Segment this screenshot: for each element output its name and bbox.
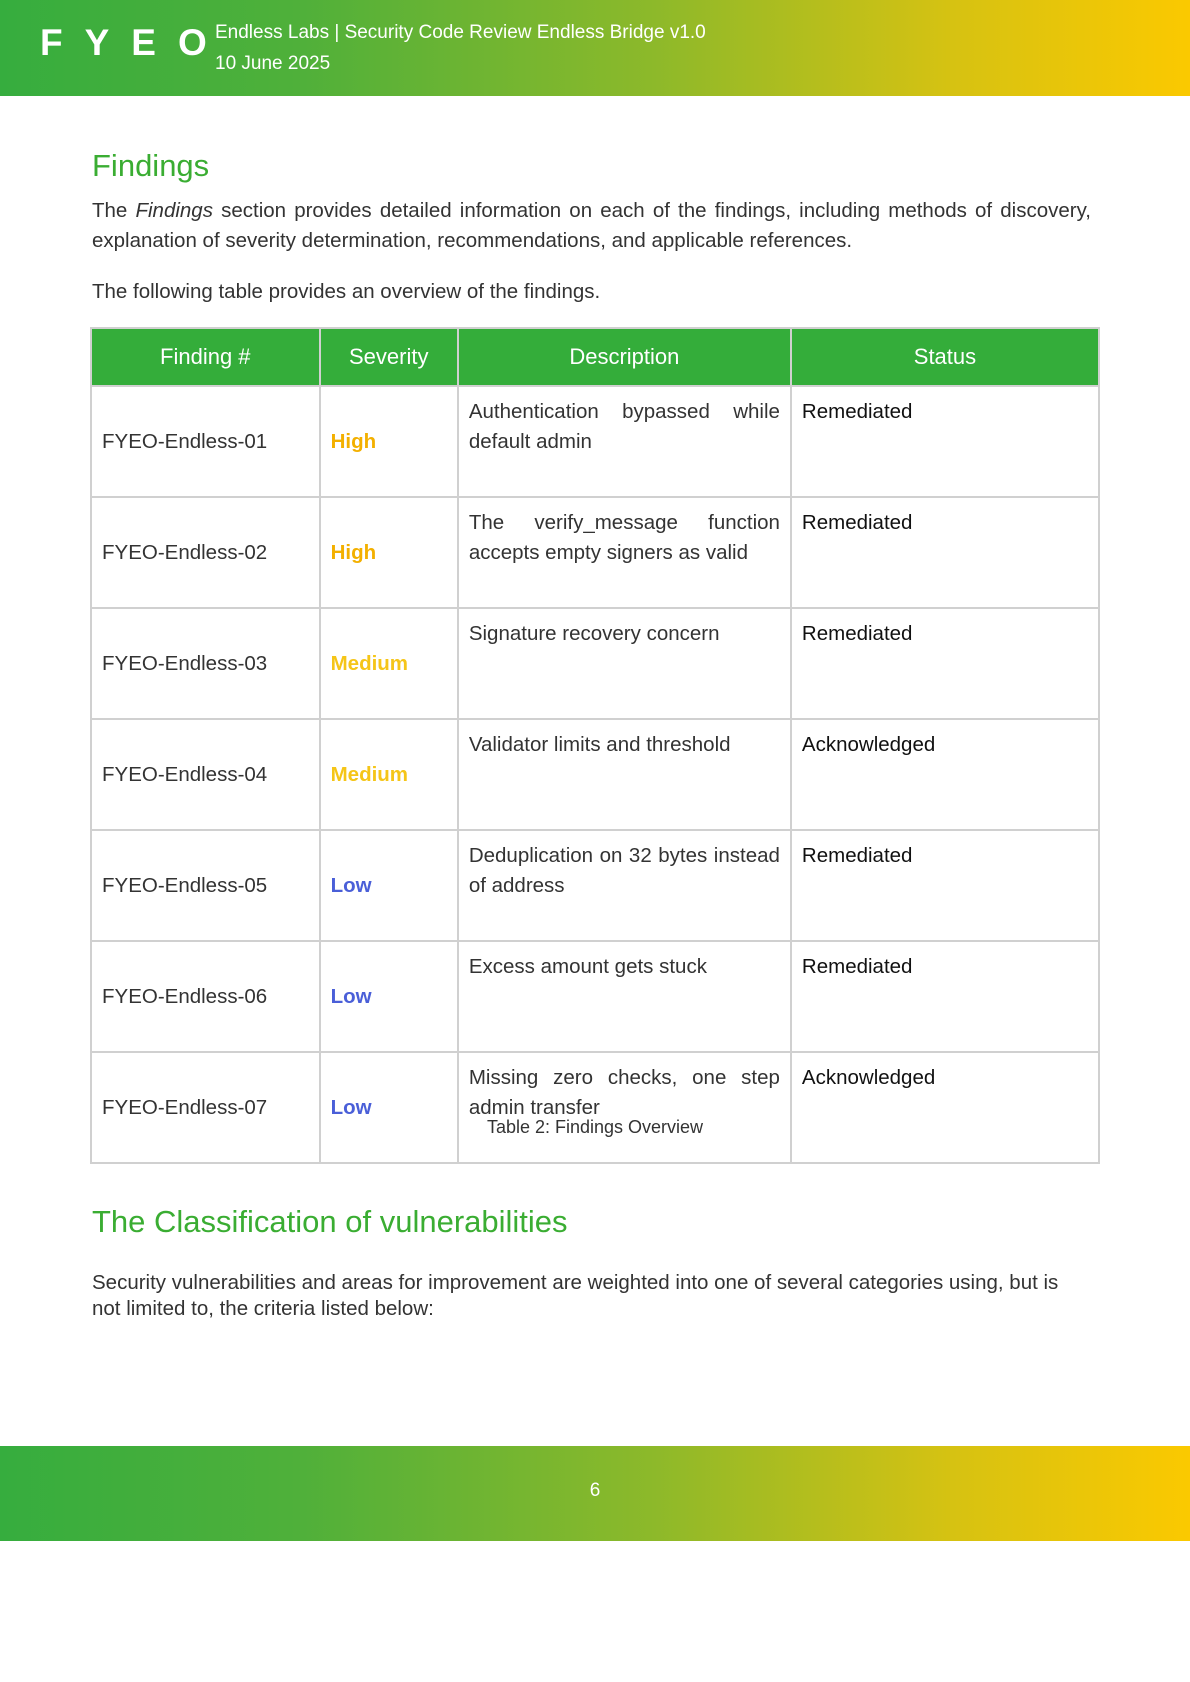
finding-status: Remediated [791, 830, 1099, 941]
classification-heading: The Classification of vulnerabilities [92, 1204, 568, 1239]
finding-id: FYEO-Endless-05 [91, 830, 320, 941]
document-date: 10 June 2025 [215, 53, 331, 74]
finding-id: FYEO-Endless-06 [91, 941, 320, 1052]
document-title: Endless Labs | Security Code Review Endless Bridge v1.0 [215, 22, 706, 43]
finding-status: Remediated [791, 386, 1099, 497]
findings-intro-paragraph [92, 196, 1091, 256]
finding-id: FYEO-Endless-03 [91, 608, 320, 719]
header-finding-number: Finding # [91, 328, 320, 386]
findings-table [90, 327, 1100, 1164]
intro-emphasis: Findings [135, 199, 213, 222]
intro-text-before: The [92, 199, 136, 222]
classification-paragraph: Security vulnerabilities and areas for improvement are weighted into one of several categories using, but is not limited to, the criteria listed below: [92, 1271, 1059, 1320]
table-intro-paragraph: The following table provides an overview of the findings. [92, 280, 601, 303]
finding-status: Acknowledged [791, 719, 1099, 830]
severity-label: High [320, 386, 458, 497]
table-header-row [91, 328, 1099, 386]
table-row [91, 497, 1099, 608]
table-row [91, 941, 1099, 1052]
finding-description: Validator limits and threshold [458, 719, 791, 830]
findings-heading: Findings [92, 148, 210, 183]
header-band [0, 0, 1190, 96]
table-row [91, 830, 1099, 941]
intro-text-after: section provides detailed information on each of the findings, including methods of discovery, explanation of severity determination, recommendations, and applicable references. [92, 199, 1091, 252]
finding-id: FYEO-Endless-02 [91, 497, 320, 608]
severity-label: Low [320, 830, 458, 941]
finding-id: FYEO-Endless-07 [91, 1052, 320, 1163]
table-row [91, 719, 1099, 830]
finding-description: The verify_message function accepts empty signers as valid [458, 497, 791, 608]
finding-description: Authentication bypassed while default admin [458, 386, 791, 497]
finding-description: Deduplication on 32 bytes instead of address [458, 830, 791, 941]
footer-band [0, 1446, 1190, 1541]
table-row [91, 1052, 1099, 1163]
finding-description: Signature recovery concern [458, 608, 791, 719]
finding-status: Remediated [791, 941, 1099, 1052]
fyeo-logo: FYEO [40, 22, 229, 63]
finding-status: Remediated [791, 608, 1099, 719]
table-row [91, 386, 1099, 497]
finding-id: FYEO-Endless-04 [91, 719, 320, 830]
severity-label: Medium [320, 719, 458, 830]
finding-description: Missing zero checks, one step admin transfer [458, 1052, 791, 1163]
table-caption: Table 2: Findings Overview [486, 1117, 704, 1137]
severity-label: Low [320, 941, 458, 1052]
finding-status: Acknowledged [791, 1052, 1099, 1163]
finding-status: Remediated [791, 497, 1099, 608]
header-status: Status [791, 328, 1099, 386]
header-description: Description [458, 328, 791, 386]
severity-label: Medium [320, 608, 458, 719]
severity-label: High [320, 497, 458, 608]
header-severity: Severity [320, 328, 458, 386]
page-number: 6 [589, 1480, 601, 1501]
severity-label: Low [320, 1052, 458, 1163]
finding-id: FYEO-Endless-01 [91, 386, 320, 497]
table-row [91, 608, 1099, 719]
finding-description: Excess amount gets stuck [458, 941, 791, 1052]
